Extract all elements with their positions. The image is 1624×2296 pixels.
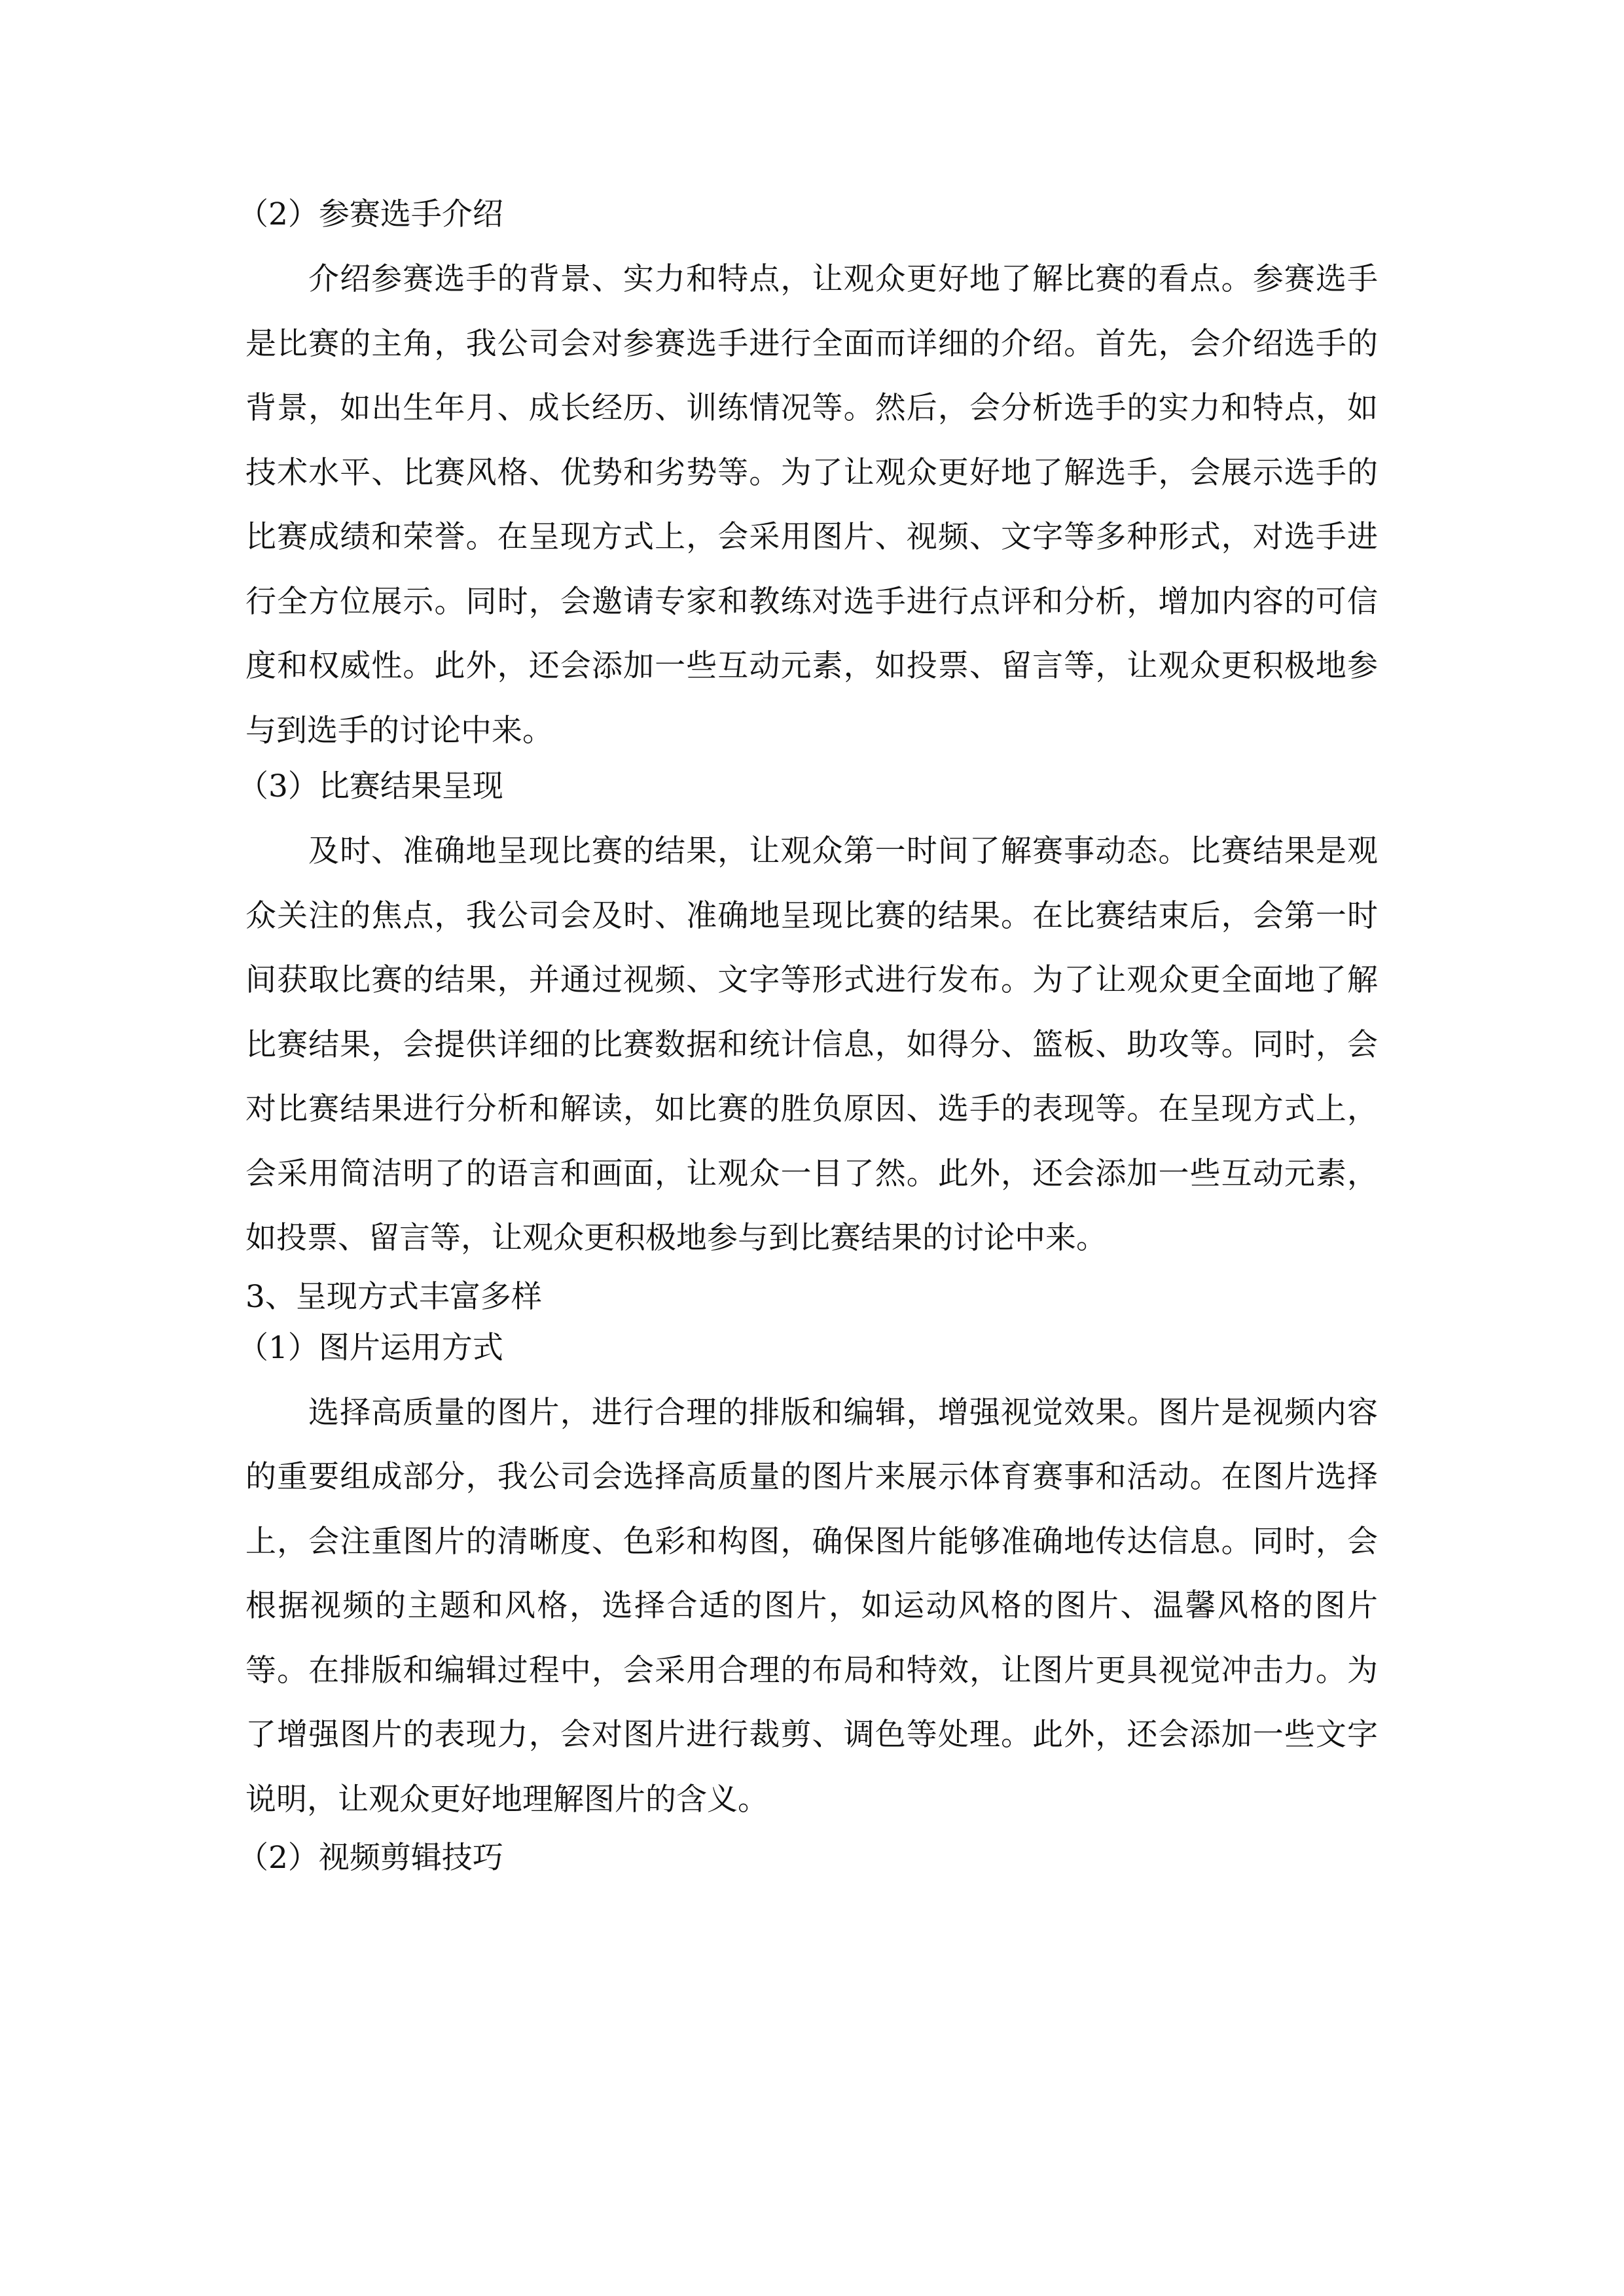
paragraph-image-usage: 选择高质量的图片，进行合理的排版和编辑，增强视觉效果。图片是视频内容的重要组成部分，我公司会选择高质量的图片来展示体育赛事和活动。在图片选择上，会注重图片的清晰度、色彩和构图，确保图片能够准确地传达信息。同时，会根据视频的主题和风格，选择合适的图片，如运动风格的图片、温馨风格的图片等。在排版和编辑过程中，会采用合理的布局和特效，让图片更具视觉冲击力。为了增强图片的表现力，会对图片进行裁剪、调色等处理。此外，还会添加一些文字说明，让观众更好地理解图片的含义。 <box>245 1394 1378 1818</box>
section-heading-contestant-intro: （2）参赛选手介绍 <box>238 196 503 232</box>
paragraph-contestant-intro: 介绍参赛选手的背景、实力和特点，让观众更好地了解比赛的看点。参赛选手是比赛的主角，我公司会对参赛选手进行全面而详细的介绍。首先，会介绍选手的背景，如出生年月、成长经历、训练情况等。然后，会分析选手的实力和特点，如技术水平、比赛风格、优势和劣势等。为了让观众更好地了解选手，会展示选手的比赛成绩和荣誉。在呈现方式上，会采用图片、视频、文字等多种形式，对选手进行全方位展示。同时，会邀请专家和教练对选手进行点评和分析，增加内容的可信度和权威性。此外，还会添加一些互动元素，如投票、留言等，让观众更积极地参与到选手的讨论中来。 <box>245 261 1378 749</box>
section-heading-image-usage: （1）图片运用方式 <box>238 1329 503 1366</box>
section-heading-presentation-methods: 3、呈现方式丰富多样 <box>245 1278 542 1315</box>
section-heading-video-editing: （2）视频剪辑技巧 <box>238 1840 503 1876</box>
paragraph-match-results: 及时、准确地呈现比赛的结果，让观众第一时间了解赛事动态。比赛结果是观众关注的焦点，我公司会及时、准确地呈现比赛的结果。在比赛结束后，会第一时间获取比赛的结果，并通过视频、文字等形式进行发布。为了让观众更全面地了解比赛结果，会提供详细的比赛数据和统计信息，如得分、篮板、助攻等。同时，会对比赛结果进行分析和解读，如比赛的胜负原因、选手的表现等。在呈现方式上，会采用简洁明了的语言和画面，让观众一目了然。此外，还会添加一些互动元素，如投票、留言等，让观众更积极地参与到比赛结果的讨论中来。 <box>245 833 1378 1256</box>
section-heading-match-results: （3）比赛结果呈现 <box>238 768 503 804</box>
document-body <box>238 188 1378 1884</box>
